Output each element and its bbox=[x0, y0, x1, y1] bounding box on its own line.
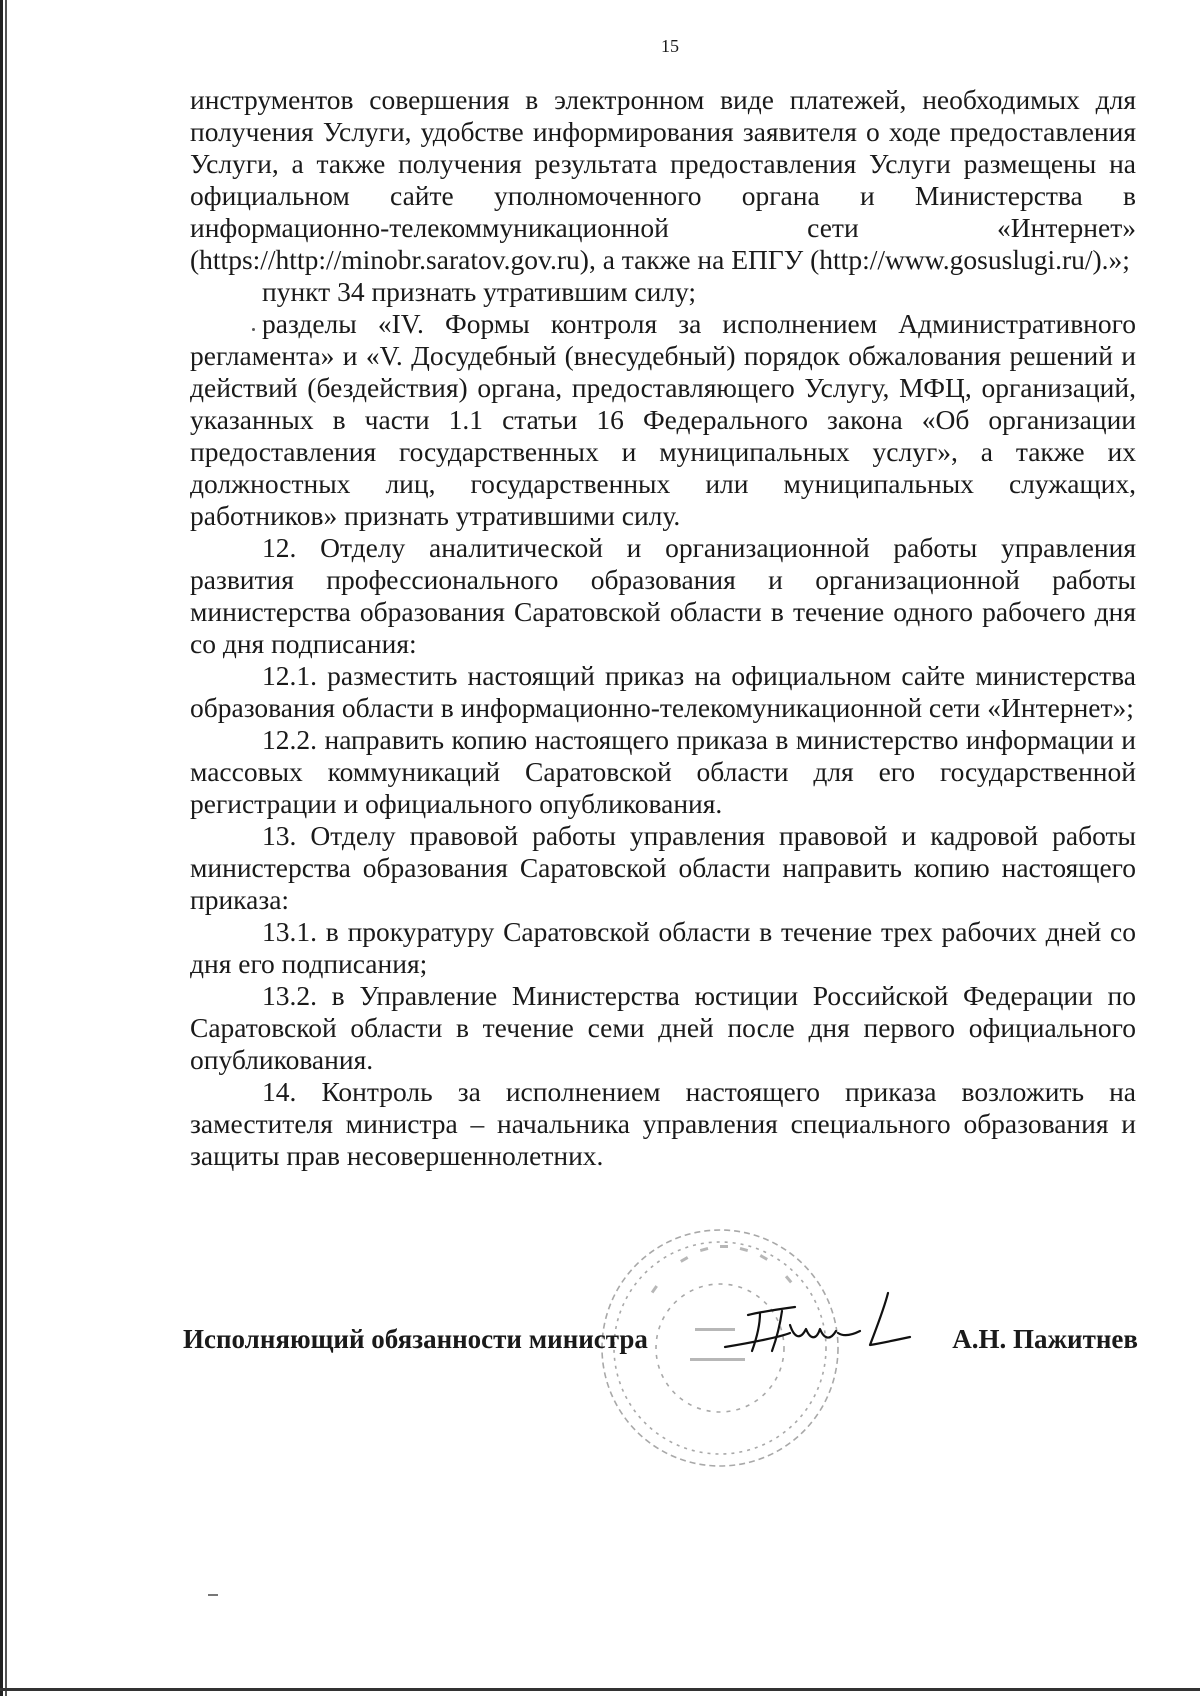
paragraph: 14. Контроль за исполнением настоящего приказа возложить на заместителя министра – начальника управления специального образования и защиты прав несовершеннолетних. bbox=[190, 1076, 1136, 1171]
document-body bbox=[190, 84, 1136, 1172]
scan-edge-bottom bbox=[0, 1688, 1200, 1691]
paragraph: пункт 34 признать утратившим силу; bbox=[262, 276, 697, 307]
signatory-name: А.Н. Пажитнев bbox=[952, 1324, 1138, 1354]
scan-edge-left bbox=[0, 0, 9, 1696]
paragraph: 13.1. в прокуратуру Саратовской области в течение трех рабочих дней со дня его подписания; bbox=[190, 916, 1136, 979]
scan-speck bbox=[208, 1594, 218, 1596]
page-number: 15 bbox=[661, 36, 679, 56]
paragraph: 13. Отделу правовой работы управления правовой и кадровой работы министерства образования Саратовской области направить копию настоящего приказа: bbox=[190, 820, 1136, 915]
scan-speck bbox=[252, 328, 255, 331]
paragraph: разделы «IV. Формы контроля за исполнением Административного регламента» и «V. Досудебный (внесудебный) порядок обжалования решений и действий (бездействия) органа, предоставляющего Услугу, МФЦ, организаций, указанных в части 1.1 статьи 16 Федерального закона «Об организации предоставления государственных и муниципальных услуг», а также их должностных лиц, государственных или муниципальных служащих, работников» признать утратившими силу. bbox=[190, 308, 1136, 531]
paragraph: 12. Отделу аналитической и организационной работы управления развития профессионального образования и организационной работы министерства образования Саратовской области в течение одного рабочего дня со дня подписания: bbox=[190, 532, 1136, 659]
paragraph: 13.2. в Управление Министерства юстиции Российской Федерации по Саратовской области в течение семи дней после дня первого официального опубликования. bbox=[190, 980, 1136, 1075]
signatory-position: Исполняющий обязанности министра bbox=[183, 1324, 648, 1354]
paragraph: 12.2. направить копию настоящего приказа в министерство информации и массовых коммуникаций Саратовской области для его государственной регистрации и официального опубликования. bbox=[190, 724, 1136, 819]
paragraph: инструментов совершения в электронном виде платежей, необходимых для получения Услуги, удобстве информирования заявителя о ходе предоставления Услуги, а также получения результата предоставления Услуги размещены на официальном сайте уполномоченного органа и Министерства в информационно-телекоммуникационной сети «Интернет» (https://http://minobr.saratov.gov.ru), а также на ЕПГУ (http://www.gosuslugi.ru/).»; bbox=[190, 84, 1136, 275]
signature-row bbox=[183, 1324, 1138, 1364]
paragraph: 12.1. разместить настоящий приказ на официальном сайте министерства образования области в информационно-телекомуникационной сети «Интернет»; bbox=[190, 660, 1136, 723]
